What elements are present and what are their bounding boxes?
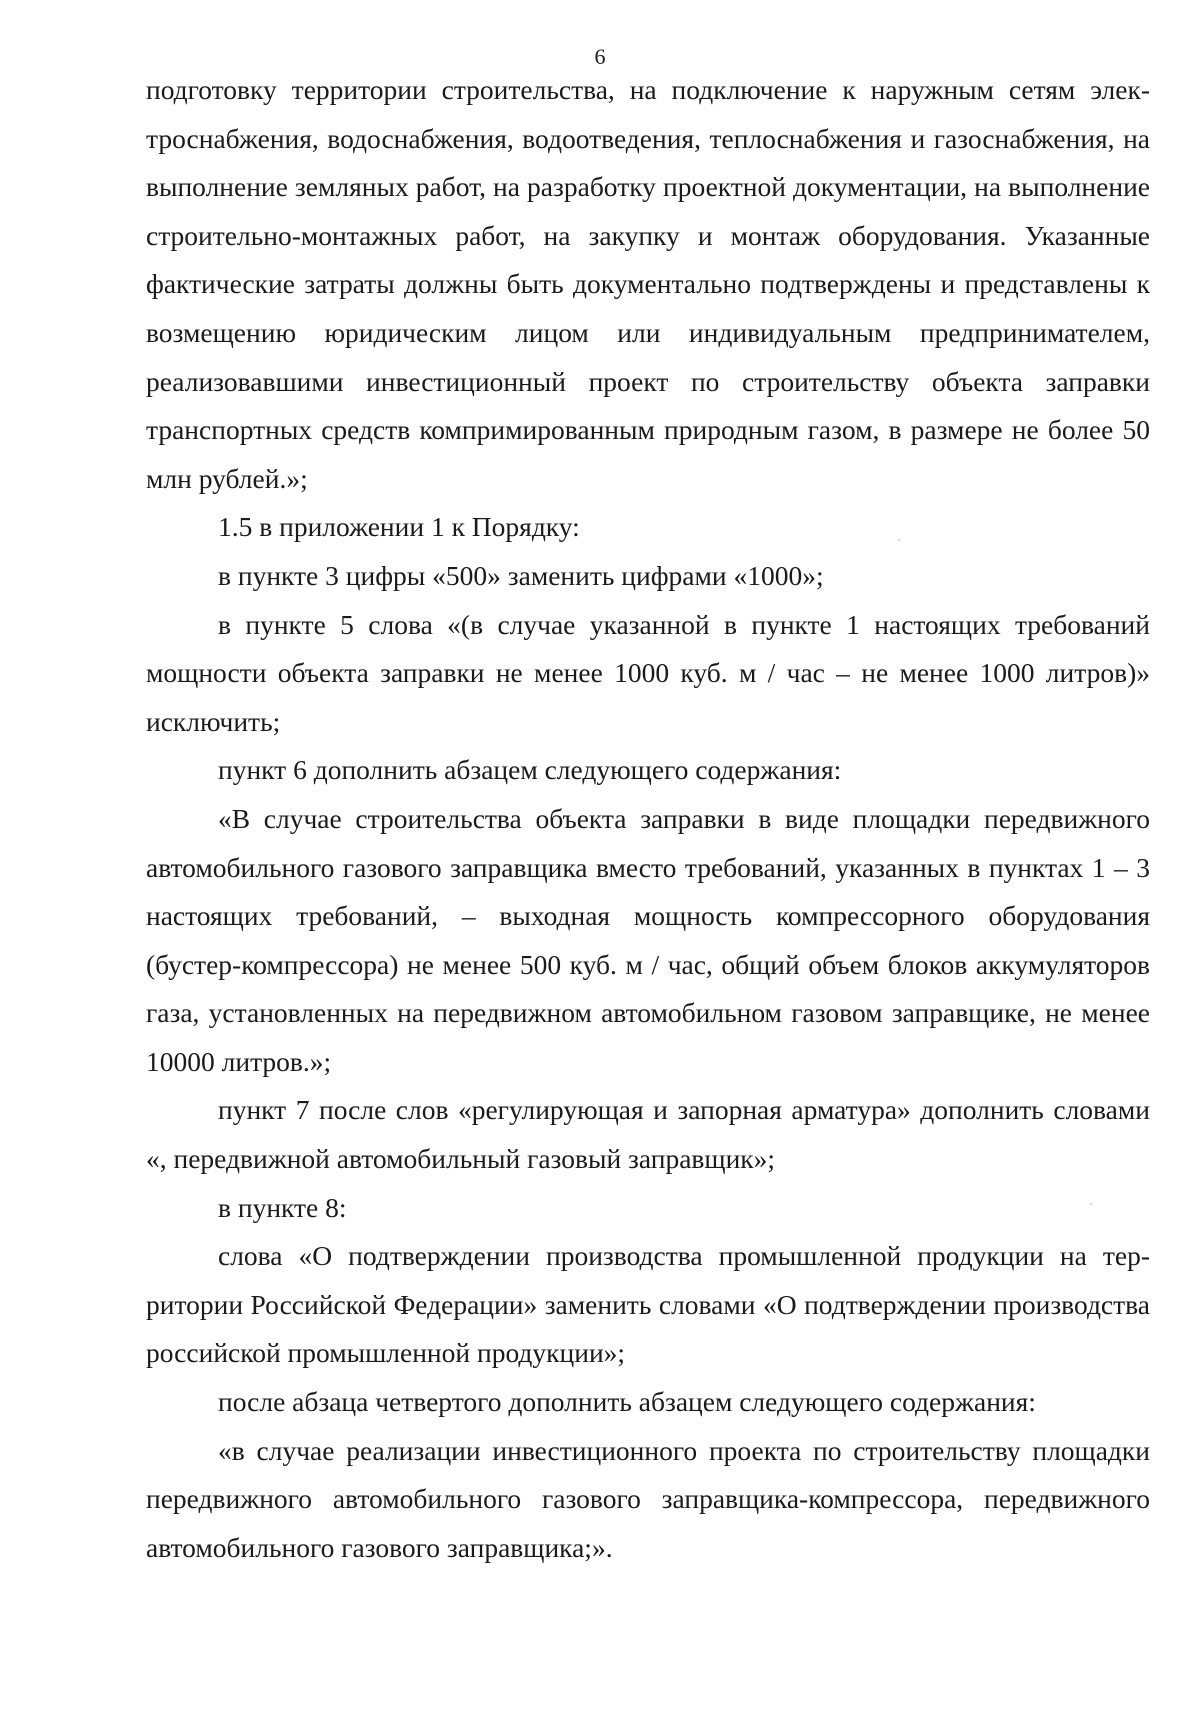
paragraph-point-8-after: после абзаца четвертого дополнить абзацем следующего содержания:	[218, 1386, 1036, 1418]
paragraph-point-8-words: слова «О подтверждении производства промышленной продукции на территории Российской Федерации» заменить словами «О подтверждении производства российской промышленной продукции»;	[146, 1240, 1150, 1369]
paragraph-point-7: пункт 7 после слов «регулирующая и запорная арматура» дополнить словами «, передвижной автомобильный газовый заправщик»;	[146, 1094, 1150, 1175]
paragraph-item-1-5: 1.5 в приложении 1 к Порядку:	[218, 511, 580, 543]
paragraph-continuation: подготовку территории строительства, на подключение к наружным сетям электроснабжения, водоснабжения, водоотведения, теплоснабжения и газоснабжения, на выполнение земляных работ, на разработку проектной документации, на выполнение строительно-монтажных работ, на закупку и монтаж оборудования. Указанные фактические затраты должны быть документально подтверждены и представлены к возмещению юридическим лицом или индивидуальным предпринимателем, реализовавшими инвестиционный проект по строительству объекта заправки транспортных средств компримированным природным газом, в размере не более 50 млн рублей.»;	[146, 74, 1150, 494]
paragraph-point-6-quote: «В случае строительства объекта заправки в виде площадки передвижного автомобильного газового заправщика вместо требований, указанных в пунктах 1 – 3 настоящих требований, – выходная мощность компрессорного оборудования (бустер-компрессора) не менее 500 куб. м / час, общий объем блоков аккумуляторов газа, установленных на передвижном автомобильном газовом заправщике, не менее 10000 литров.»;	[146, 802, 1150, 1077]
scan-speck	[1090, 1203, 1092, 1205]
paragraph-point-3: в пункте 3 цифры «500» заменить цифрами «1000»;	[218, 559, 824, 591]
page-number: 6	[594, 44, 606, 69]
document-body	[146, 66, 1150, 1572]
paragraph-point-8: в пункте 8:	[218, 1191, 347, 1223]
paragraph-point-6: пункт 6 дополнить абзацем следующего содержания:	[218, 754, 842, 786]
paragraph-point-8-quote: «в случае реализации инвестиционного проекта по строительству площадки передвижного автомобильного газового заправщика-компрессора, передвижного автомобильного газового заправщика;».	[146, 1434, 1150, 1563]
scan-speck	[898, 539, 900, 541]
paragraph-point-5: в пункте 5 слова «(в случае указанной в пункте 1 настоящих требований мощности объекта заправки не менее 1000 куб. м / час – не менее 1000 литров)» исключить;	[146, 608, 1150, 737]
